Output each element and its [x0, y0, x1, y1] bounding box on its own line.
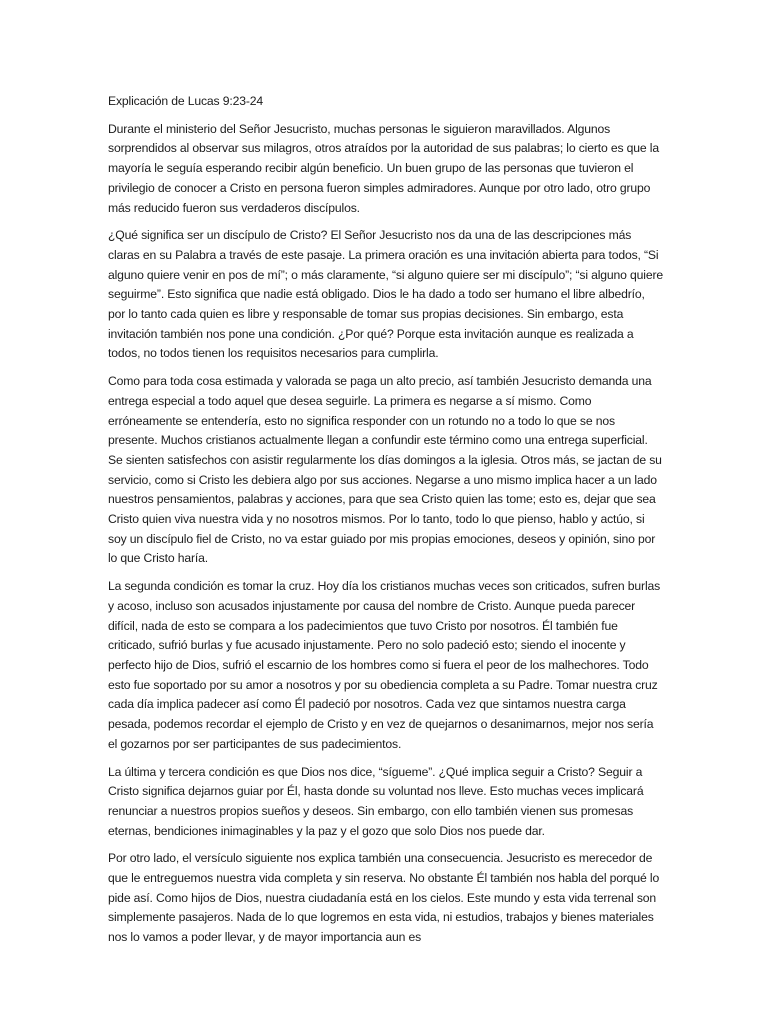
- paragraph-3: Como para toda cosa estimada y valorada se paga un alto precio, así también Jesucristo demanda una entrega especial a todo aquel que desea seguirle. La primera es negarse a sí mismo. Como erróneamente se entendería, esto no significa responder con un rotundo no a todo lo que se nos presente. Muchos cristianos actualmente llegan a confundir este término como una entrega superficial. Se sienten satisfechos con asistir regularmente los días domingos a la iglesia. Otros más, se jactan de su servicio, como si Cristo les debiera algo por sus acciones. Negarse a uno mismo implica hacer a un lado nuestros pensamientos, palabras y acciones, para que sea Cristo quien las tome; esto es, dejar que sea Cristo quien viva nuestra vida y no nosotros mismos. Por lo tanto, todo lo que pienso, hablo y actúo, si soy un discípulo fiel de Cristo, no va estar guiado por mis propias emociones, deseos y opinión, sino por lo que Cristo haría.: [108, 374, 662, 566]
- paragraph-2: ¿Qué significa ser un discípulo de Cristo? El Señor Jesucristo nos da una de las descripciones más claras en su Palabra a través de este pasaje. La primera oración es una invitación abierta para todos, “Si alguno quiere venir en pos de mí”; o más claramente, “si alguno quiere ser mi discípulo”; “si alguno quiere seguirme”. Esto significa que nadie está obligado. Dios le ha dado a todo ser humano el libre albedrío, por lo tanto cada quien es libre y responsable de tomar sus propias decisiones. Sin embargo, esta invitación también nos pone una condición. ¿Por qué? Porque esta invitación aunque es realizada a todos, no todos tienen los requisitos necesarios para cumplirla.: [108, 228, 664, 361]
- document-page: [108, 92, 664, 956]
- paragraph-4: La segunda condición es tomar la cruz. Hoy día los cristianos muchas veces son criticados, sufren burlas y acoso, incluso son acusados injustamente por causa del nombre de Cristo. Aunque pueda parecer difícil, nada de esto se compara a los padecimientos que tuvo Cristo por nosotros. Él también fue criticado, sufrió burlas y fue acusado injustamente. Pero no solo padeció esto; siendo el inocente y perfecto hijo de Dios, sufrió el escarnio de los hombres como si fuera el peor de los malhechores. Todo esto fue soportado por su amor a nosotros y por su obediencia completa a su Padre. Tomar nuestra cruz cada día implica padecer así como Él padeció por nosotros. Cada vez que sintamos nuestra carga pesada, podemos recordar el ejemplo de Cristo y en vez de quejarnos o desanimarnos, mejor nos sería el gozarnos por ser participantes de sus padecimientos.: [108, 579, 661, 751]
- paragraph-5: La última y tercera condición es que Dios nos dice, “sígueme”. ¿Qué implica seguir a Cristo? Seguir a Cristo significa dejarnos guiar por Él, hasta donde su voluntad nos lleve. Esto muchas veces implicará renunciar a nuestros propios sueños y deseos. Sin embargo, con ello también vienen sus promesas eternas, bendiciones inimaginables y la paz y el gozo que solo Dios nos puede dar.: [108, 764, 644, 838]
- document-title: Explicación de Lucas 9:23-24: [108, 94, 264, 108]
- paragraph-1: Durante el ministerio del Señor Jesucristo, muchas personas le siguieron maravillados. Algunos sorprendidos al observar sus milagros, otros atraídos por la autoridad de sus palabras; lo cierto es que la mayoría le seguía esperando recibir algún beneficio. Un buen grupo de las personas que tuvieron el privilegio de conocer a Cristo en persona fueron simples admiradores. Aunque por otro lado, otro grupo más reducido fueron sus verdaderos discípulos.: [108, 121, 659, 215]
- paragraph-6: Por otro lado, el versículo siguiente nos explica también una consecuencia. Jesucristo es merecedor de que le entreguemos nuestra vida completa y sin reserva. No obstante Él también nos habla del porqué lo pide así. Como hijos de Dios, nuestra ciudadanía está en los cielos. Este mundo y esta vida terrenal son simplemente pasajeros. Nada de lo que logremos en esta vida, ni estudios, trabajos y bienes materiales nos lo vamos a poder llevar, y de mayor importancia aun es: [108, 851, 660, 945]
